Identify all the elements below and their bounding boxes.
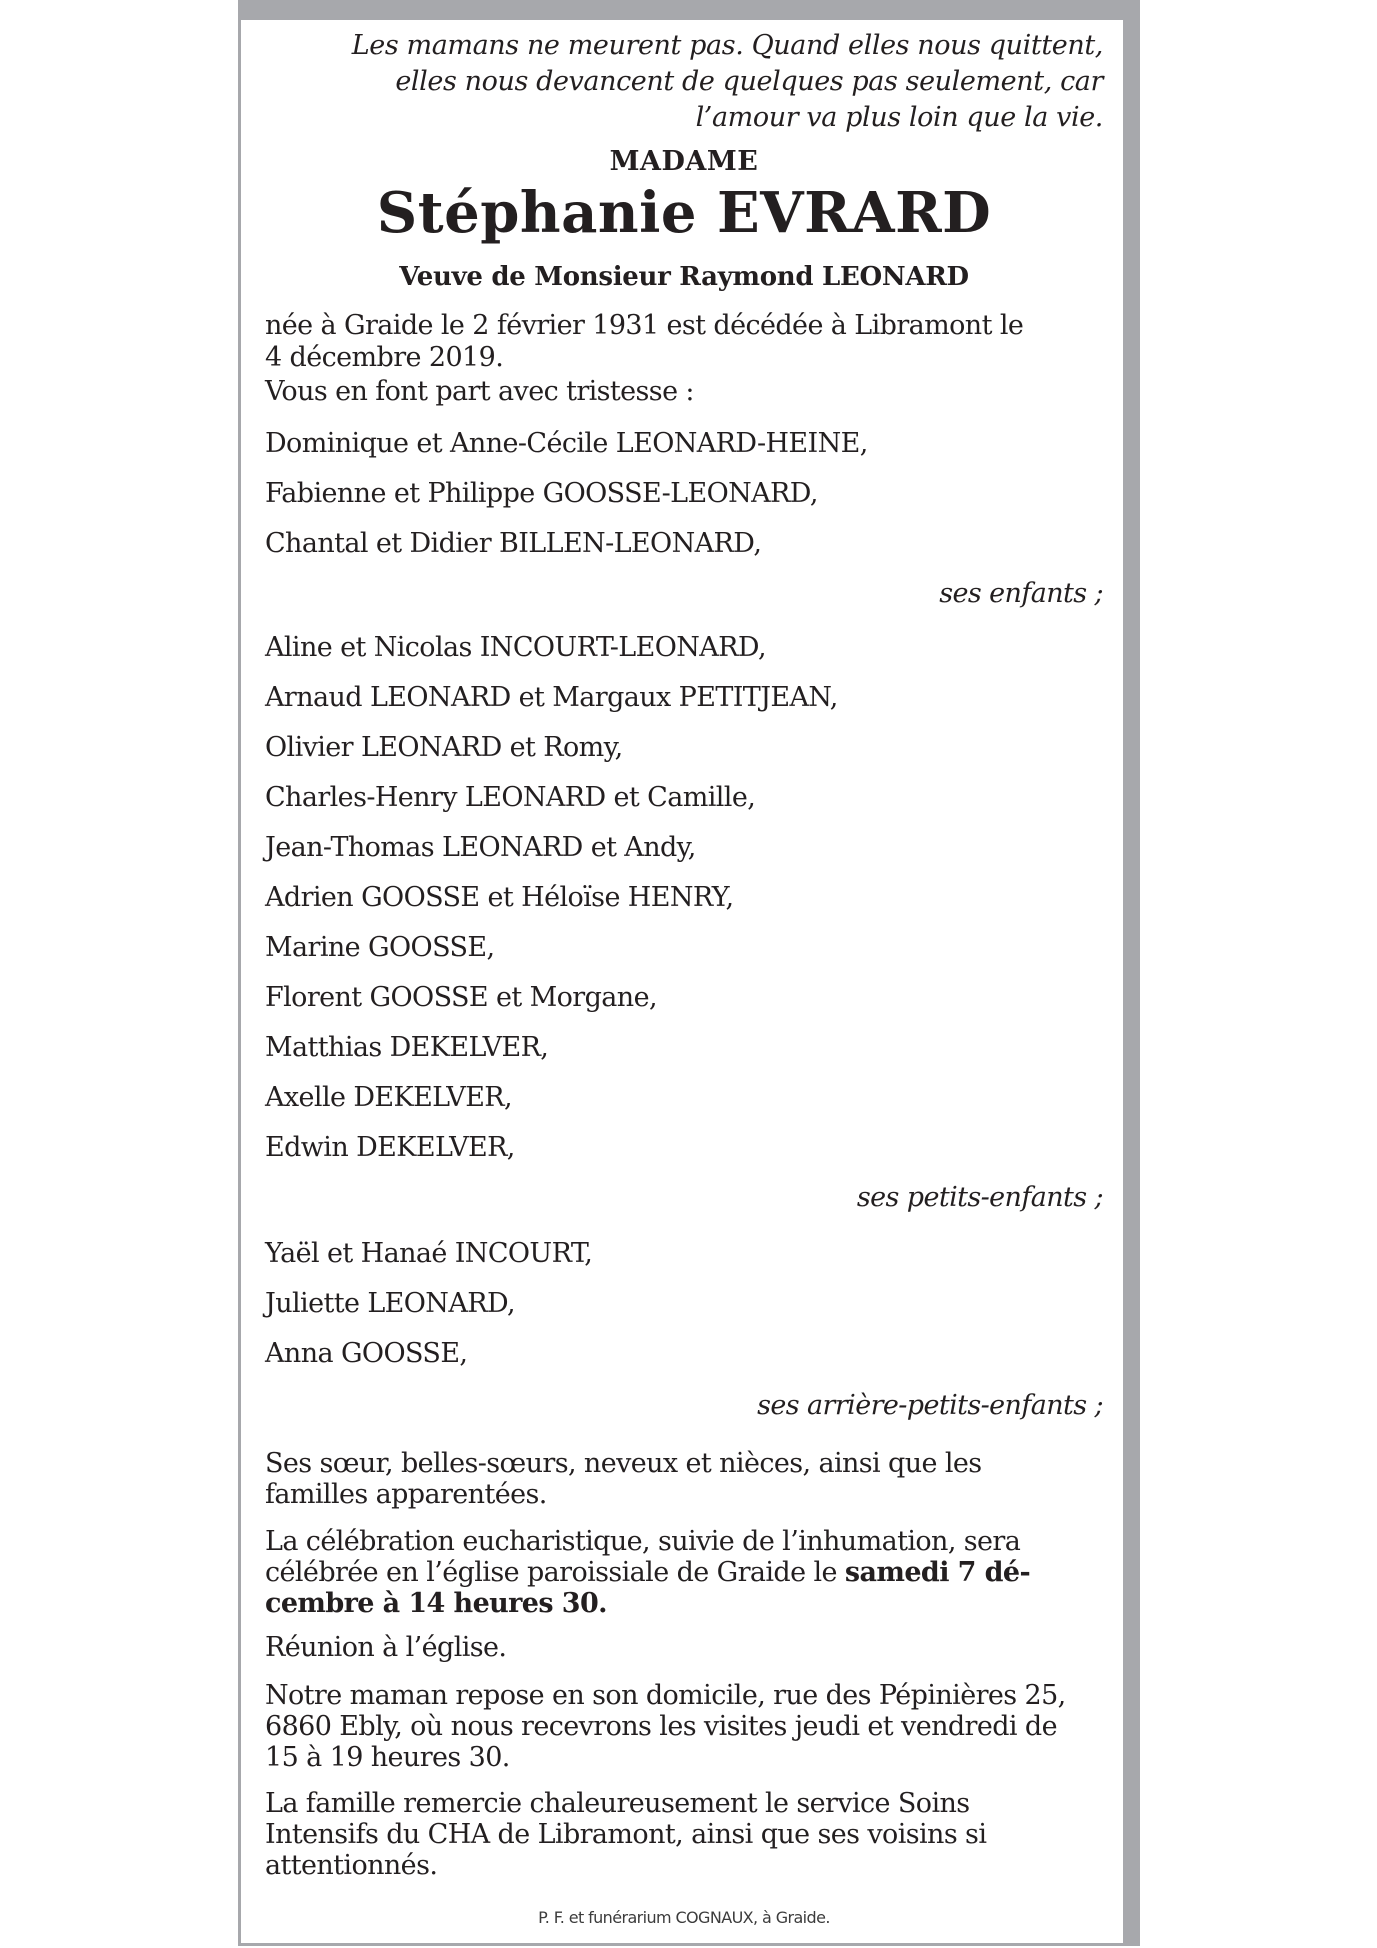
grandchild-entry: Arnaud LEONARD et Margaux PETITJEAN, xyxy=(265,682,838,713)
honorific: MADAME xyxy=(609,146,759,177)
relatives-line: familles apparentées. xyxy=(265,1479,547,1510)
visits-line: Notre maman repose en son domicile, rue des Pépinières 25, xyxy=(265,1680,1066,1711)
children-label: ses enfants ; xyxy=(939,578,1103,609)
grandchild-entry: Edwin DEKELVER, xyxy=(265,1132,515,1163)
thanks-paragraph xyxy=(265,1788,1103,1881)
grandchild-entry: Florent GOOSSE et Morgane, xyxy=(265,982,657,1013)
visits-paragraph xyxy=(265,1680,1103,1773)
great-grandchild-entry: Yaël et Hanaé INCOURT, xyxy=(265,1238,593,1269)
ceremony-line xyxy=(265,1557,1103,1588)
epigraph-line: elles nous devancent de quelques pas seulement, car xyxy=(395,66,1103,97)
grandchild-entry: Marine GOOSSE, xyxy=(265,932,495,963)
intro-line: 4 décembre 2019. xyxy=(265,342,504,373)
child-entry: Chantal et Didier BILLEN-LEONARD, xyxy=(265,528,762,559)
great-grandchild-entry: Anna GOOSSE, xyxy=(265,1338,468,1369)
relatives-line: Ses sœur, belles-sœurs, neveux et nièces, ainsi que les xyxy=(265,1448,982,1479)
obituary-frame xyxy=(238,0,1140,1946)
grandchild-entry: Aline et Nicolas INCOURT-LEONARD, xyxy=(265,632,766,663)
child-entry: Dominique et Anne-Cécile LEONARD-HEINE, xyxy=(265,428,868,459)
ceremony-line xyxy=(265,1588,1103,1619)
visits-line: 6860 Ebly, où nous recevrons les visites jeudi et vendredi de xyxy=(265,1711,1057,1742)
grandchild-entry: Axelle DEKELVER, xyxy=(265,1082,513,1113)
grandchild-entry: Olivier LEONARD et Romy, xyxy=(265,732,623,763)
thanks-line: attentionnés. xyxy=(265,1850,438,1881)
relatives-paragraph xyxy=(265,1448,1103,1510)
ceremony-date: samedi 7 dé- xyxy=(844,1557,1031,1588)
epigraph-line: l’amour va plus loin que la vie. xyxy=(695,102,1103,133)
thanks-line: La famille remercie chaleureusement le service Soins xyxy=(265,1788,970,1819)
ceremony-text: célébrée en l’église paroissiale de Graide le xyxy=(265,1557,845,1588)
intro-line: Vous en font part avec tristesse : xyxy=(265,376,694,407)
widow-of-line: Veuve de Monsieur Raymond LEONARD xyxy=(399,262,969,292)
ceremony-line: La célébration eucharistique, suivie de l’inhumation, sera xyxy=(265,1526,1021,1557)
visits-line: 15 à 19 heures 30. xyxy=(265,1742,510,1773)
intro-line: née à Graide le 2 février 1931 est décédée à Libramont le xyxy=(265,310,1024,341)
ceremony-paragraph xyxy=(265,1526,1103,1619)
grandchild-entry: Matthias DEKELVER, xyxy=(265,1032,549,1063)
child-entry: Fabienne et Philippe GOOSSE-LEONARD, xyxy=(265,478,818,509)
meeting-paragraph: Réunion à l’église. xyxy=(265,1632,507,1663)
great-grandchild-entry: Juliette LEONARD, xyxy=(265,1288,516,1319)
grandchildren-label: ses petits-enfants ; xyxy=(856,1182,1103,1213)
obituary-paper xyxy=(241,20,1123,1943)
ceremony-date-time: cembre à 14 heures 30. xyxy=(265,1588,607,1619)
grandchild-entry: Adrien GOOSSE et Héloïse HENRY, xyxy=(265,882,734,913)
epigraph-line: Les mamans ne meurent pas. Quand elles nous quittent, xyxy=(351,30,1103,61)
funeral-home-credit: P. F. et funérarium COGNAUX, à Graide. xyxy=(538,1908,830,1927)
deceased-name: Stéphanie EVRARD xyxy=(376,180,992,246)
thanks-line: Intensifs du CHA de Libramont, ainsi que ses voisins si xyxy=(265,1819,987,1850)
grandchild-entry: Jean-Thomas LEONARD et Andy, xyxy=(265,832,696,863)
grandchild-entry: Charles-Henry LEONARD et Camille, xyxy=(265,782,756,813)
great-grandchildren-label: ses arrière-petits-enfants ; xyxy=(757,1390,1103,1421)
